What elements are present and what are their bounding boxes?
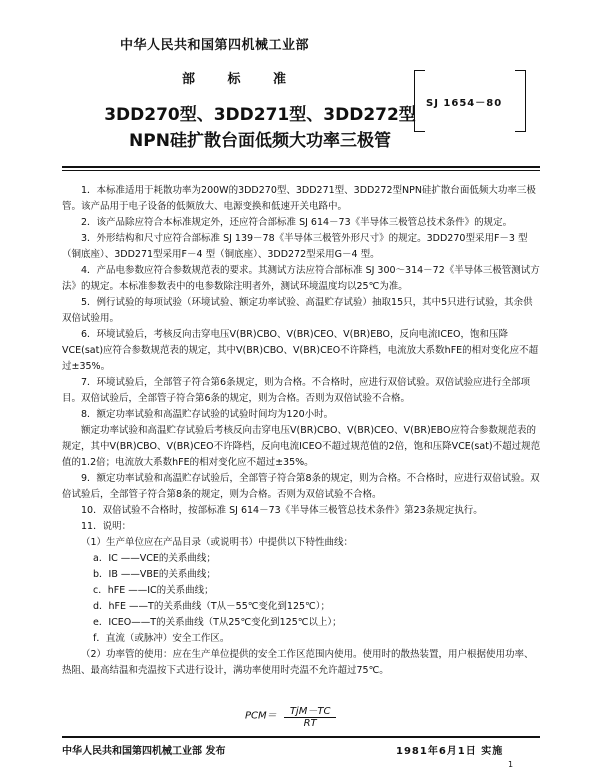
paragraph-6: 6．环境试验后，考核反向击穿电压V(BR)CBO、V(BR)CEO、V(BR)EBO，反向电流ICEO，饱和压降VCE(sat)应符合参数规范表的规定，其中V(BR)CBO、V(BR)CEO不许降档，电流放大系数hFE的相对变化应不超过±35%。 — [62, 329, 539, 372]
paragraph-4: 4．产品电参数应符合参数规范表的要求。其测试方法应符合部标准 SJ 300～314－72《半导体三极管测试方法》的规定。本标准参数表中的电参数除注明者外，测试环境温度均以25℃为准。 — [62, 265, 540, 292]
curve-item-b: b．IB ——VBE的关系曲线； — [93, 569, 216, 580]
document-title-line2: NPN硅扩散台面低频大功率三极管 — [129, 131, 391, 151]
standard-type: 部 标 准 — [182, 72, 301, 87]
document-body — [62, 183, 542, 679]
formula-lhs: PCM＝ — [245, 710, 277, 722]
standard-code: SJ 1654－80 — [426, 98, 503, 109]
header-divider — [62, 166, 540, 168]
paragraph-7: 7．环境试验后，全部管子符合第6条规定，则为合格。不合格时，应进行双倍试验。双倍试验应进行全部项目。双倍试验后，全部管子符合第6条的规定，则为合格。否则为双倍试验不合格。 — [62, 377, 531, 404]
note-1: （1）生产单位应在产品目录（或说明书）中提供以下特性曲线： — [81, 537, 354, 548]
paragraph-9: 9．额定功率试验和高温贮存试验后，全部管子符合第8条的规定，则为合格。不合格时，应进行双倍试验。双倍试验后，全部管子符合第8条的规定，则为合格。否则为双倍试验不合格。 — [62, 473, 540, 500]
paragraph-5: 5．例行试验的每项试验（环境试验、额定功率试验、高温贮存试验）抽取15只，其中5只进行试验，其余供双倍试验用。 — [62, 297, 533, 324]
ministry-header: 中华人民共和国第四机械工业部 — [120, 38, 310, 53]
paragraph-8: 8．额定功率试验和高温贮存试验的试验时间均为120小时。 — [81, 409, 334, 420]
paragraph-3: 3．外形结构和尺寸应符合部标准 SJ 139－78《半导体三极管外形尺寸》的规定。3DD270型采用F－3 型（铜底座）、3DD271型采用F－4 型（铜底座）、3DD272型采用G－4 型。 — [62, 233, 528, 260]
curve-item-d: d．hFE ——T的关系曲线（T从－55℃变化到125℃）； — [93, 601, 330, 612]
page-number: 1 — [508, 760, 514, 769]
formula-denominator: RT — [303, 718, 317, 729]
publisher-line: 中华人民共和国第四机械工业部 发布 — [62, 746, 226, 757]
paragraph-1: 1．本标准适用于耗散功率为200W的3DD270型、3DD271型、3DD272型NPN硅扩散台面低频大功率三极管。该产品用于电子设备的低频放大、电源变换和低速开关电路中。 — [62, 185, 536, 212]
power-formula — [245, 702, 336, 729]
note-2: （2）功率管的使用：应在生产单位提供的安全工作区范围内使用。使用时的散热装置，用户根据使用功率、热阻、最高结温和壳温按下式进行设计，满功率使用时壳温不允许超过75℃。 — [62, 649, 534, 676]
effective-date: 1981年6月1日 实施 — [396, 746, 504, 757]
curve-item-a: a．IC ——VCE的关系曲线； — [93, 553, 216, 564]
curve-item-c: c．hFE ——IC的关系曲线； — [93, 585, 214, 596]
footer-divider — [62, 736, 540, 738]
paragraph-10: 10．双倍试验不合格时，按部标准 SJ 614－73《半导体三极管总技术条件》第23条规定执行。 — [81, 505, 483, 516]
paragraph-11: 11．说明： — [81, 521, 132, 532]
paragraph-2: 2．该产品除应符合本标准规定外，还应符合部标准 SJ 614－73《半导体三极管总技术条件》的规定。 — [81, 217, 513, 228]
curve-item-e: e．ICEO——T的关系曲线（T从25℃变化到125℃以上）； — [93, 617, 342, 628]
curve-item-f: f．直流（或脉冲）安全工作区。 — [93, 633, 230, 644]
formula-numerator: TjM－TC — [284, 702, 337, 718]
paragraph-8-cont: 额定功率试验和高温贮存试验后考核反向击穿电压V(BR)CBO、V(BR)CEO、V(BR)EBO应符合参数规范表的规定，其中V(BR)CBO、V(BR)CEO不许降档，反向电流ICEO不超过规范值的2倍，饱和压降VCE(sat)不超过规范值的1.2倍；电流放大系数hFE的相对变化应不超过±35%。 — [62, 425, 541, 468]
document-title-line1: 3DD270型、3DD271型、3DD272型 — [104, 105, 416, 125]
header-divider-thin — [62, 170, 540, 171]
